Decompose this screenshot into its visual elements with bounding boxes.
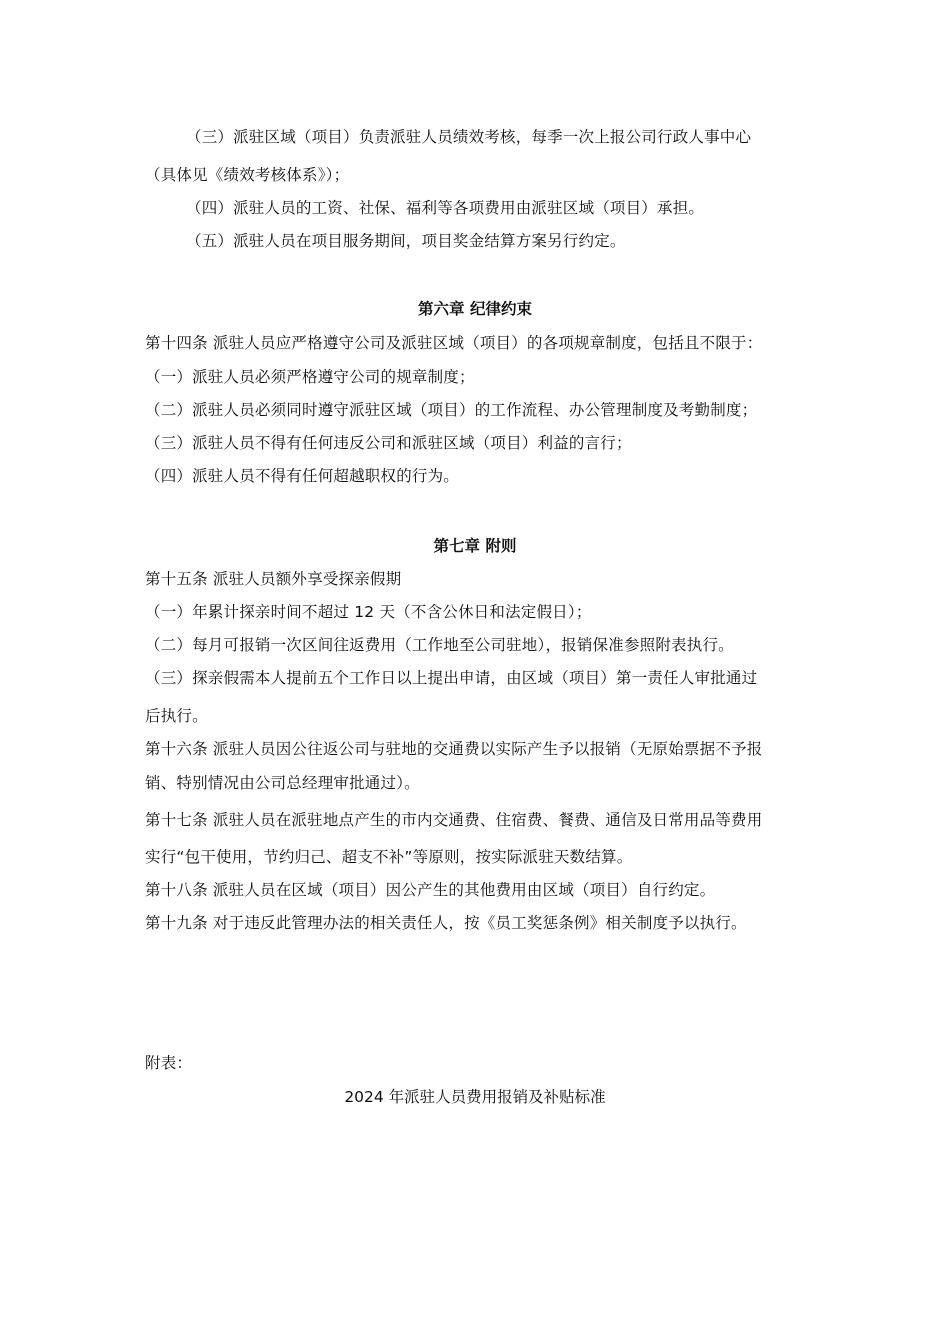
item-3-line-2: （具体见《绩效考核体系》）； [145,166,350,184]
appendix-label: 附表： [145,1054,193,1072]
article-16-line-2: 销、特别情况由公司总经理审批通过）。 [145,774,420,792]
chapter-7-heading: 第七章 附则 [433,537,517,555]
item-4: （四）派驻人员的工资、社保、福利等各项费用由派驻区域（项目）承担。 [186,199,705,217]
article-15-item-1: （一）年累计探亲时间不超过 12 天（不含公休日和法定假日）； [145,603,592,621]
article-18: 第十八条 派驻人员在区域（项目）因公产生的其他费用由区域（项目）自行约定。 [145,881,716,899]
article-19: 第十九条 对于违反此管理办法的相关责任人，按《员工奖惩条例》相关制度予以执行。 [145,914,747,932]
article-15-item-3: （三）探亲假需本人提前五个工作日以上提出申请，由区域（项目）第一责任人审批通过 [145,669,758,687]
article-15-item-3-cont: 后执行。 [145,707,208,725]
article-15-item-2: （二）每月可报销一次区间往返费用（工作地至公司驻地），报销保准参照附表执行。 [145,636,734,654]
article-14-item-1: （一）派驻人员必须严格遵守公司的规章制度； [145,368,475,386]
article-14-item-3: （三）派驻人员不得有任何违反公司和派驻区域（项目）利益的言行； [145,434,632,452]
article-14-item-4: （四）派驻人员不得有任何超越职权的行为。 [145,467,460,485]
article-14-item-2: （二）派驻人员必须同时遵守派驻区域（项目）的工作流程、办公管理制度及考勤制度； [145,401,758,419]
article-16-line-1: 第十六条 派驻人员因公往返公司与驻地的交通费以实际产生予以报销（无原始票据不予报 [145,740,763,758]
article-15: 第十五条 派驻人员额外享受探亲假期 [145,570,402,588]
article-17-line-2: 实行“包干使用，节约归己、超支不补”等原则，按实际派驻天数结算。 [145,848,633,866]
article-17-line-1: 第十七条 派驻人员在派驻地点产生的市内交通费、住宿费、餐费、通信及日常用品等费用 [145,811,763,829]
article-14: 第十四条 派驻人员应严格遵守公司及派驻区域（项目）的各项规章制度，包括且不限于： [145,334,763,352]
item-3-line-1: （三）派驻区域（项目）负责派驻人员绩效考核，每季一次上报公司行政人事中心 [186,128,752,146]
item-5: （五）派驻人员在项目服务期间，项目奖金结算方案另行约定。 [186,232,626,250]
appendix-table-title: 2024 年派驻人员费用报销及补贴标准 [344,1088,606,1106]
chapter-6-heading: 第六章 纪律约束 [418,300,532,318]
